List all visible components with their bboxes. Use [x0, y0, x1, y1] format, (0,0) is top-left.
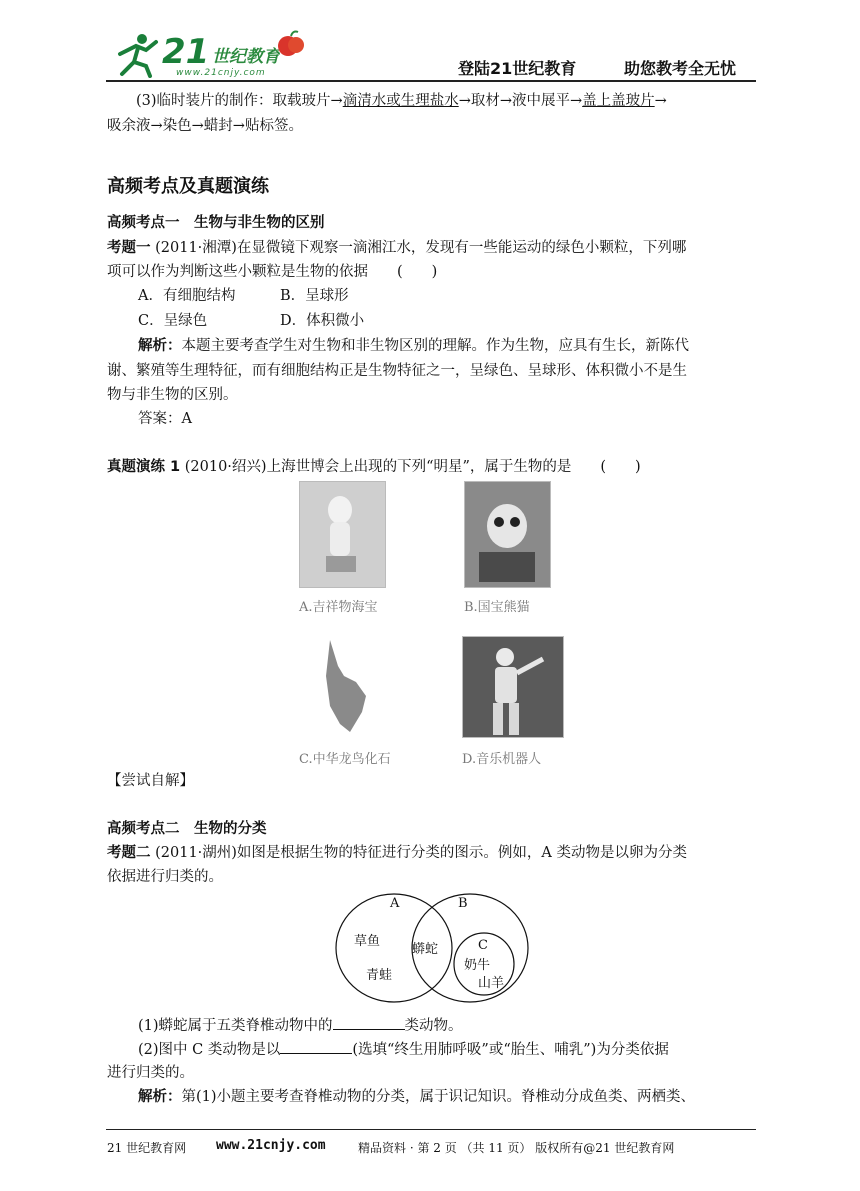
subquestion-2-line-2: 进行归类的。 — [107, 1065, 194, 1081]
subquestion-2-text-a: (2)图中 C 类动物是以 — [138, 1042, 281, 1058]
option-d: D．体积微小 — [280, 313, 365, 329]
header-slogan-right: 助您教考全无忧 — [624, 59, 737, 78]
intro-underlined-2: 盖上盖玻片 — [582, 93, 655, 109]
caption-d: D.音乐机器人 — [462, 752, 542, 767]
venn-label-c: C — [478, 938, 488, 953]
footer-rule — [106, 1129, 756, 1130]
topic2-analysis-text-1: 第(1)小题主要考查脊椎动物的分类，属于识记知识。脊椎动分成鱼类、两栖类、 — [181, 1089, 696, 1105]
robot-figure-icon — [463, 637, 563, 737]
topic1-question-label: 考题一 — [107, 240, 151, 256]
topic1-question-line-1 — [107, 236, 686, 260]
footer-info: 精品资料 · 第 2 页 （共 11 页） 版权所有@21 世纪教育网 — [358, 1141, 675, 1155]
option-b: B．呈球形 — [280, 288, 349, 304]
subquestion-1-text-a: (1)蟒蛇属于五类脊椎动物中的 — [138, 1018, 333, 1034]
logo — [112, 28, 312, 80]
venn-item-frog: 青蛙 — [366, 968, 393, 983]
topic1-title: 高频考点一 生物与非生物的区别 — [107, 215, 325, 231]
haibao-figure-icon — [300, 482, 385, 587]
topic1-analysis-text-1: 本题主要考查学生对生物和非生物区别的理解。作为生物，应具有生长，新陈代 — [181, 338, 689, 354]
logo-text: 世纪教育 — [212, 47, 280, 67]
photo-robot — [462, 636, 564, 738]
logo-url: www.21cnjy.com — [176, 68, 266, 78]
intro-text-c: → — [654, 93, 667, 109]
footer-url[interactable]: www.21cnjy.com — [216, 1138, 326, 1153]
topic2-question-line-2: 依据进行归类的。 — [107, 869, 223, 885]
subquestion-1 — [138, 1013, 463, 1038]
option-c: C．呈绿色 — [138, 313, 208, 329]
practice-text: (2010·绍兴)上海世博会上出现的下列“明星”，属于生物的是 ( ) — [184, 459, 641, 475]
intro-underlined-1: 滴清水或生理盐水 — [342, 93, 459, 109]
logo-number: 21 — [162, 32, 210, 72]
intro-text-b: →取材→液中展平→ — [458, 93, 583, 109]
topic1-answer: 答案：A — [138, 411, 192, 427]
subquestion-2 — [138, 1037, 669, 1062]
subquestion-1-text-b: 类动物。 — [404, 1018, 463, 1034]
venn-label-a: A — [390, 896, 400, 911]
intro-line-2: 吸余液→染色→蜡封→贴标签。 — [107, 118, 303, 134]
venn-item-grass-carp: 草鱼 — [354, 934, 381, 949]
caption-c: C.中华龙鸟化石 — [299, 752, 391, 767]
panda-figure-icon — [465, 482, 550, 587]
venn-item-goat: 山羊 — [478, 976, 505, 991]
subquestion-2-text-b: (选填“终生用肺呼吸”或“胎生、哺乳”)为分类依据 — [352, 1042, 669, 1058]
topic2-title: 高频考点二 生物的分类 — [107, 821, 267, 837]
topic1-analysis-line-1 — [138, 334, 689, 358]
topic1-analysis-line-3: 物与非生物的区别。 — [107, 387, 238, 403]
photo-panda — [464, 481, 551, 588]
venn-diagram — [334, 892, 560, 1004]
self-try-label: 【尝试自解】 — [107, 773, 194, 789]
answer-blank-2[interactable] — [280, 1037, 352, 1054]
practice-line — [107, 455, 641, 479]
intro-text-a: (3)临时装片的制作：取载玻片→ — [136, 93, 343, 109]
intro-line-1 — [136, 89, 667, 113]
topic2-question-label: 考题二 — [107, 845, 151, 861]
option-a: A．有细胞结构 — [138, 288, 236, 304]
header-rule — [106, 80, 756, 82]
topic2-question-line-1 — [107, 841, 687, 865]
topic2-analysis-line-1 — [138, 1085, 695, 1109]
answer-blank-1[interactable] — [333, 1013, 405, 1030]
venn-label-b: B — [458, 896, 468, 911]
topic2-analysis-label: 解析： — [138, 1089, 182, 1105]
photo-haibao — [299, 481, 386, 588]
section-title: 高频考点及真题演练 — [107, 176, 269, 197]
topic1-question-line-2: 项可以作为判断这些小颗粒是生物的依据 ( ) — [107, 264, 438, 280]
footer-site: 21 世纪教育网 — [107, 1141, 187, 1155]
runner-icon — [112, 32, 164, 78]
fossil-figure-icon — [316, 636, 374, 736]
practice-label: 真题演练 1 — [107, 459, 181, 475]
apple-icon — [276, 30, 306, 58]
caption-b: B.国宝熊猫 — [464, 600, 530, 615]
topic2-question-text-1: (2011·湖州)如图是根据生物的特征进行分类的图示。例如，A 类动物是以卵为分类 — [155, 845, 688, 861]
topic1-question-text-1: (2011·湘潭)在显微镜下观察一滴湘江水，发现有一些能运动的绿色小颗粒，下列哪 — [155, 240, 687, 256]
topic1-analysis-label: 解析： — [138, 338, 182, 354]
venn-item-cow: 奶牛 — [464, 958, 491, 973]
venn-item-python: 蟒蛇 — [412, 942, 439, 957]
photo-fossil — [316, 636, 374, 736]
topic1-analysis-line-2: 谢、繁殖等生理特征，而有细胞结构正是生物特征之一，呈绿色、呈球形、体积微小不是生 — [107, 363, 687, 379]
caption-a: A.吉祥物海宝 — [299, 600, 378, 615]
header-slogan-left: 登陆21世纪教育 — [458, 59, 577, 78]
